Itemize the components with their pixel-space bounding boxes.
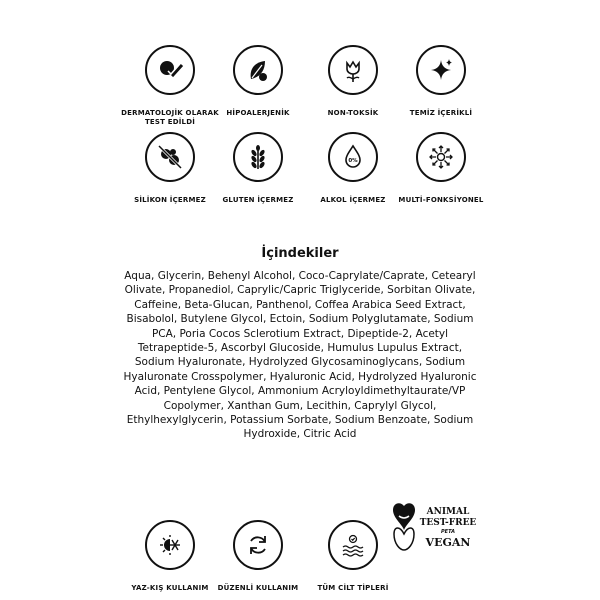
badge-label: YAZ-KIŞ KULLANIM	[131, 584, 209, 592]
badge-label: TEMİZ İÇERİKLİ	[409, 109, 473, 117]
tulip-icon	[328, 45, 378, 95]
badge-label: NON-TOKSİK	[327, 109, 379, 117]
multi-arrows-icon	[416, 132, 466, 182]
heart-icon	[393, 503, 415, 530]
vegan-logo-line3: PETA	[441, 529, 455, 535]
badge-label: MULTİ-FONKSİYONEL	[398, 196, 484, 204]
badge-label: SİLİKON İÇERMEZ	[134, 196, 206, 204]
vegan-logo-line1: ANIMAL	[426, 507, 470, 517]
badge-label: HİPOALERJENİK	[226, 109, 290, 117]
alcohol-free-drop-icon	[328, 132, 378, 182]
badge-gluten-free	[203, 132, 313, 205]
ingredients-title: İçindekiler	[261, 246, 339, 261]
badge-multi-functional	[386, 132, 496, 205]
animal-test-free-vegan-logo	[390, 500, 480, 570]
skin-types-icon	[328, 520, 378, 570]
dermatology-tested-icon	[145, 45, 195, 95]
badge-label: DERMATOLOJİK OLARAK TEST EDİLDİ	[121, 109, 219, 126]
svg-text:0%: 0%	[348, 158, 358, 164]
no-silicone-icon	[145, 132, 195, 182]
badge-hypoallergenic	[203, 45, 313, 118]
sun-snow-icon	[145, 520, 195, 570]
sparkles-icon	[416, 45, 466, 95]
leaves-icon	[233, 45, 283, 95]
vegan-logo-line2: TEST-FREE	[419, 518, 477, 528]
bunny-icon	[394, 528, 414, 550]
ingredients-list: Aqua, Glycerin, Behenyl Alcohol, Coco-Caprylate/Caprate, Cetearyl Olivate, Propanediol, Caprylic/Capric Triglyceride, Sorbitan Olivate, Caffeine, Beta-Glucan, Panthenol, Coffea Arabica Seed Extract, Bisabolol, Butylene Glycol, Ectoin, Sodium Polyglutamate, Sodium PCA, Poria Cocos Sclerotium Extract, Dipeptide-2, Acetyl Tetrapeptide-5, Ascorbyl Glucoside, Humulus Lupulus Extract, Sodium Hyaluronate, Hydrolyzed Glycosaminoglycans, Sodium Hyaluronate Crosspolymer, Hyaluronic Acid, Hydrolyzed Hyaluronic Acid, Pentylene Glycol, Ammonium Acryloyldimethyltaurate/VP Copolymer, Xanthan Gum, Lecithin, Caprylyl Glycol, Ethylhexylglycerin, Potassium Sorbate, Sodium Benzoate, Sodium Hydroxide, Citric Acid	[123, 270, 477, 441]
refresh-icon	[233, 520, 283, 570]
badge-label: GLUTEN İÇERMEZ	[222, 196, 294, 204]
badge-label: ALKOL İÇERMEZ	[320, 196, 386, 204]
badge-label: TÜM CİLT TİPLERİ	[317, 584, 389, 592]
badge-label: DÜZENLİ KULLANIM	[217, 584, 299, 592]
badge-regular-use	[203, 520, 313, 593]
badge-clean-ingredients	[386, 45, 496, 118]
vegan-logo-line4: VEGAN	[425, 536, 471, 549]
no-gluten-icon	[233, 132, 283, 182]
